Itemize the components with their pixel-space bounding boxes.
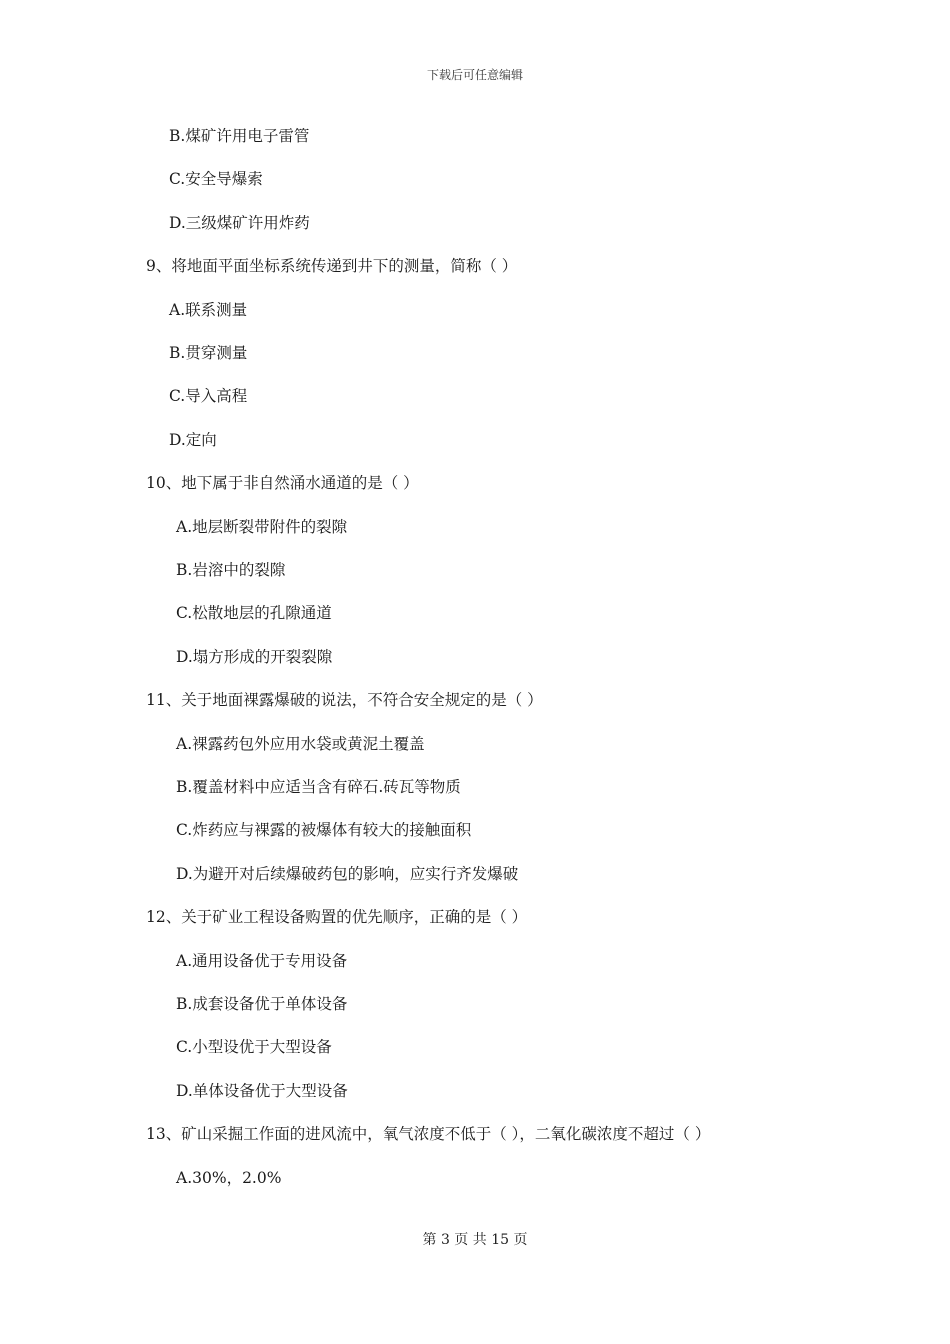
option-text: D.塌方形成的开裂裂隙 bbox=[176, 647, 333, 666]
question-text: 13、矿山采掘工作面的进风流中，氧气浓度不低于（ ），二氧化碳浓度不超过（ ） bbox=[146, 1125, 711, 1144]
question-text: 9、将地面平面坐标系统传递到井下的测量，简称（ ） bbox=[146, 257, 518, 276]
option-text: D.为避开对后续爆破药包的影响，应实行齐发爆破 bbox=[176, 864, 519, 883]
option-text: C.松散地层的孔隙通道 bbox=[176, 604, 332, 623]
page-footer: 第 3 页 共 15 页 bbox=[422, 1232, 528, 1248]
option-text: C.安全导爆索 bbox=[169, 170, 263, 189]
option-text: A.联系测量 bbox=[169, 300, 248, 319]
option-text: C.炸药应与裸露的被爆体有较大的接触面积 bbox=[176, 821, 472, 840]
option-text: B.覆盖材料中应适当含有碎石.砖瓦等物质 bbox=[176, 778, 461, 796]
option-text: A.地层断裂带附件的裂隙 bbox=[176, 517, 348, 536]
question-text: 12、关于矿业工程设备购置的优先顺序，正确的是（ ） bbox=[146, 908, 528, 927]
option-text: A.30%，2.0% bbox=[176, 1168, 282, 1187]
option-text: B.贯穿测量 bbox=[169, 344, 248, 362]
option-text: A.通用设备优于专用设备 bbox=[176, 951, 348, 970]
option-text: D.定向 bbox=[169, 430, 217, 449]
question-text: 10、地下属于非自然涌水通道的是（ ） bbox=[146, 474, 419, 493]
option-text: D.三级煤矿许用炸药 bbox=[169, 213, 310, 232]
option-text: C.导入高程 bbox=[169, 387, 248, 406]
question-text: 11、关于地面裸露爆破的说法，不符合安全规定的是（ ） bbox=[146, 691, 543, 710]
option-text: B.成套设备优于单体设备 bbox=[176, 995, 348, 1013]
option-text: D.单体设备优于大型设备 bbox=[176, 1081, 348, 1100]
option-text: A.裸露药包外应用水袋或黄泥土覆盖 bbox=[176, 734, 425, 753]
page-header: 下载后可任意编辑 bbox=[426, 68, 523, 82]
option-text: C.小型设优于大型设备 bbox=[176, 1038, 332, 1057]
option-text: B.煤矿许用电子雷管 bbox=[169, 127, 310, 145]
option-text: B.岩溶中的裂隙 bbox=[176, 561, 286, 579]
